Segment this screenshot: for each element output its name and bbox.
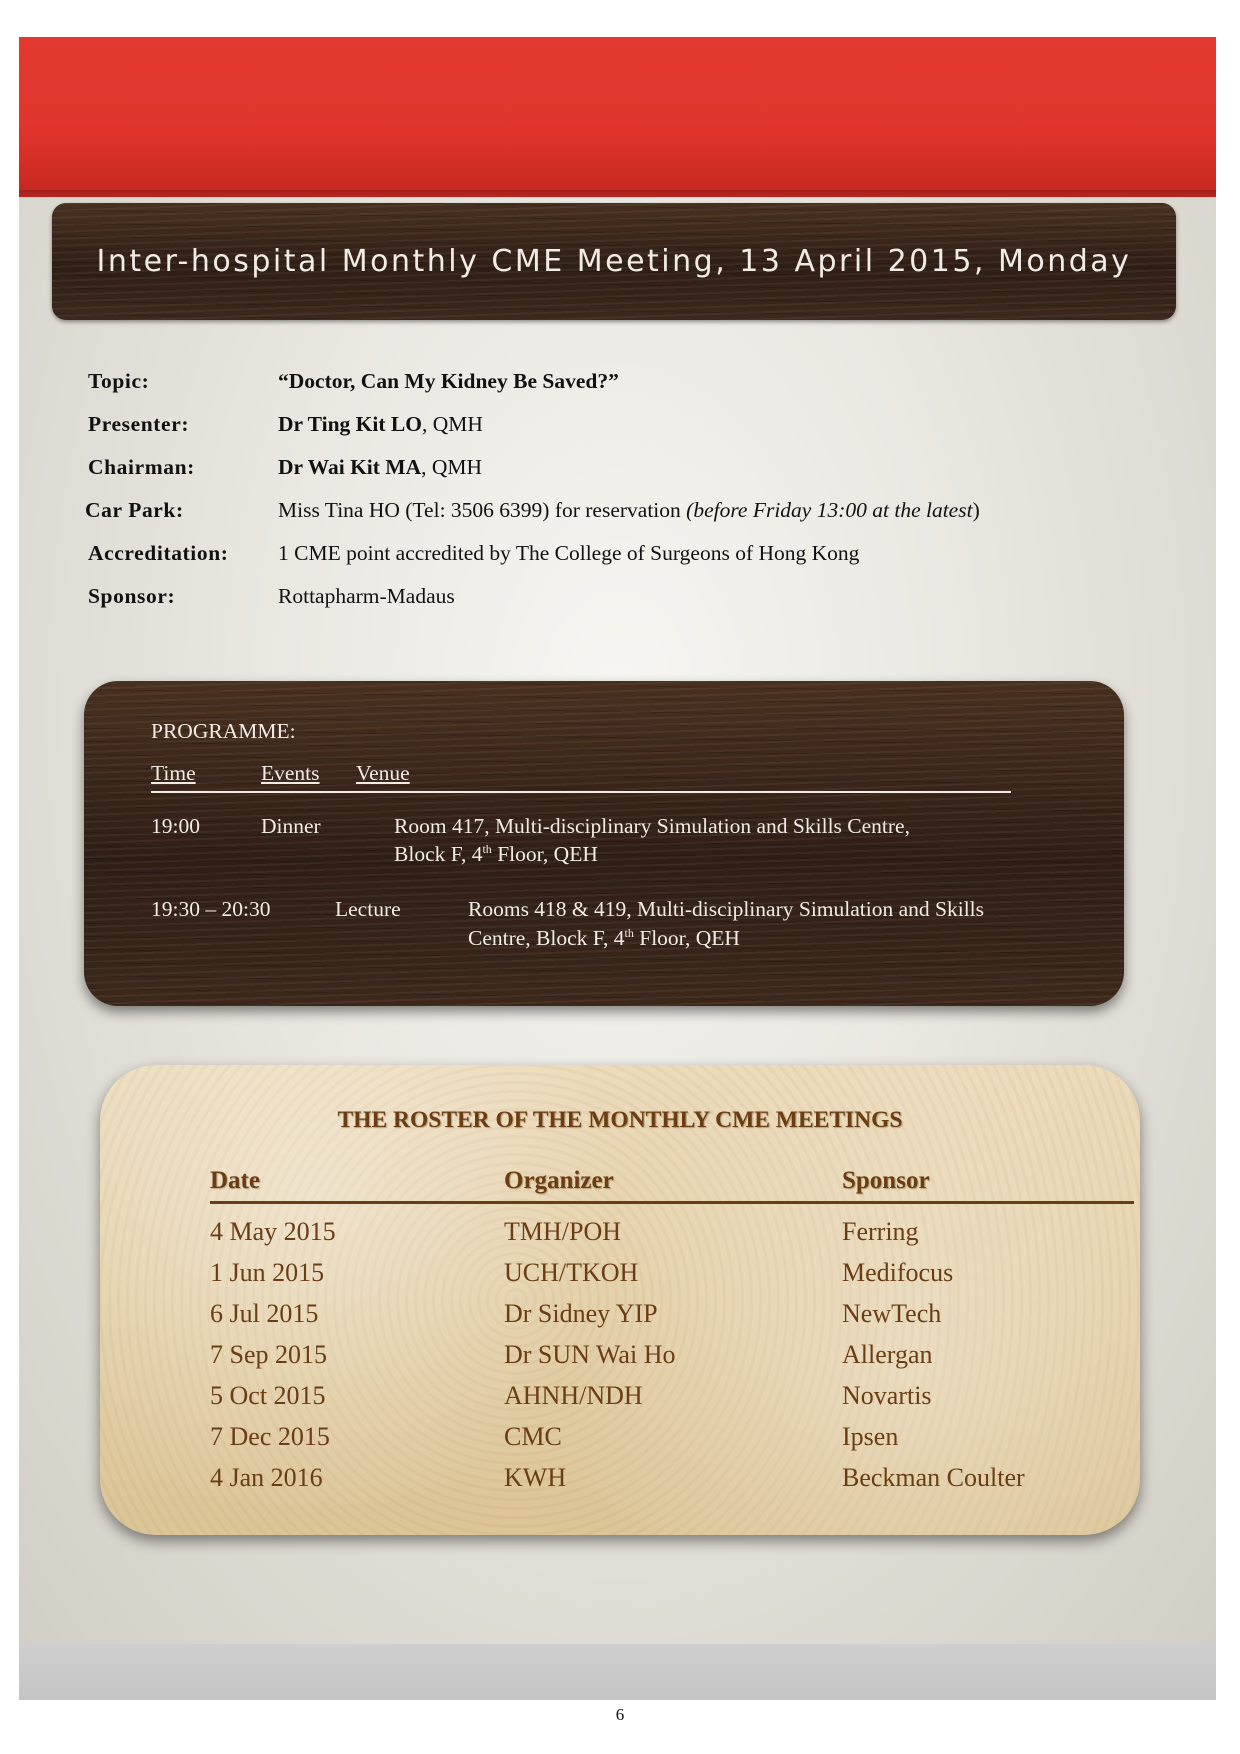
roster-organizer: Dr Sidney YIP (504, 1299, 658, 1328)
roster-title: THE ROSTER OF THE MONTHLY CME MEETINGS (337, 1107, 903, 1133)
table-row (210, 1463, 1110, 1504)
roster-col-sponsor: Sponsor (842, 1167, 930, 1194)
accreditation-label: Accreditation: (88, 541, 229, 565)
sponsor-value: Rottapharm-Madaus (278, 584, 455, 608)
roster-organizer: KWH (504, 1463, 567, 1492)
footer-bar (19, 1644, 1216, 1700)
presenter-label: Presenter: (88, 412, 190, 436)
info-row-topic (88, 360, 1148, 403)
header-red-band (19, 37, 1216, 197)
roster-sponsor: Ipsen (842, 1422, 899, 1451)
info-row-chairman (88, 446, 1148, 489)
programme-item-1-venue-line2 (394, 842, 598, 867)
info-row-sponsor (88, 575, 1148, 618)
programme-col-time: Time (151, 761, 196, 785)
car-park-value (278, 498, 1148, 523)
roster-col-date: Date (210, 1167, 260, 1194)
presenter-value (278, 412, 1148, 437)
table-row (210, 1381, 1110, 1422)
programme-item-2-venue-line1: Rooms 418 & 419, Multi-disciplinary Simulation and Skills (468, 897, 985, 921)
roster-panel (100, 1065, 1140, 1535)
info-row-presenter (88, 403, 1148, 446)
roster-date: 7 Dec 2015 (210, 1422, 330, 1451)
roster-date: 5 Oct 2015 (210, 1381, 326, 1410)
chairman-label: Chairman: (88, 455, 195, 479)
programme-item-1-venue-post: Floor, QEH (491, 842, 598, 866)
roster-sponsor: Beckman Coulter (842, 1463, 1025, 1492)
programme-item-2-venue-pre: Centre, Block F, 4 (468, 926, 625, 950)
roster-table-body (210, 1217, 1110, 1504)
roster-sponsor: Medifocus (842, 1258, 954, 1287)
topic-value: “Doctor, Can My Kidney Be Saved?” (278, 369, 619, 393)
page-number: 6 (615, 1705, 625, 1724)
roster-sponsor: Allergan (842, 1340, 933, 1369)
meeting-title-bar (52, 203, 1176, 320)
roster-date: 7 Sep 2015 (210, 1340, 327, 1369)
table-row (210, 1258, 1110, 1299)
roster-date: 4 May 2015 (210, 1217, 336, 1246)
roster-date: 4 Jan 2016 (210, 1463, 323, 1492)
table-row (210, 1340, 1110, 1381)
car-park-text: Miss Tina HO (Tel: 3506 6399) for reservation (278, 498, 687, 522)
programme-item-1-event: Dinner (261, 814, 321, 838)
info-row-accreditation (88, 532, 1148, 575)
topic-label: Topic: (88, 369, 150, 393)
meeting-info (85, 360, 1148, 618)
roster-date: 1 Jun 2015 (210, 1258, 325, 1287)
roster-sponsor: Novartis (842, 1381, 932, 1410)
table-row (210, 1422, 1110, 1463)
programme-item-2-venue-post: Floor, QEH (633, 926, 740, 950)
roster-organizer: CMC (504, 1422, 562, 1451)
presenter-affiliation: , QMH (421, 412, 483, 436)
car-park-note: (before Friday 13:00 at the latest (686, 498, 973, 522)
programme-header-row (151, 761, 1011, 793)
chairman-name: Dr Wai Kit MA (278, 455, 422, 479)
info-row-car-park (85, 489, 1148, 532)
roster-sponsor: Ferring (842, 1217, 919, 1246)
accreditation-value: 1 CME point accredited by The College of Surgeons of Hong Kong (278, 541, 860, 565)
programme-heading: PROGRAMME: (151, 719, 296, 743)
table-row (210, 1299, 1110, 1340)
programme-item-1-venue-line1: Room 417, Multi-disciplinary Simulation and Skills Centre, (394, 814, 910, 838)
roster-organizer: AHNH/NDH (504, 1381, 643, 1410)
programme-item-1-venue-sup: th (482, 841, 492, 856)
programme-item-2-time: 19:30 – 20:30 (151, 897, 271, 921)
programme-col-events: Events (261, 761, 320, 785)
roster-organizer: UCH/TKOH (504, 1258, 639, 1287)
chairman-value (278, 455, 1148, 480)
header-band-shadow (19, 190, 1216, 200)
roster-col-organizer: Organizer (504, 1167, 614, 1194)
chairman-affiliation: , QMH (421, 455, 483, 479)
presenter-name: Dr Ting Kit LO (278, 412, 422, 436)
roster-organizer: Dr SUN Wai Ho (504, 1340, 676, 1369)
programme-item-2-venue-line2 (468, 926, 740, 951)
programme-item-2-venue-sup: th (624, 925, 634, 940)
roster-date: 6 Jul 2015 (210, 1299, 319, 1328)
programme-item-1-venue-pre: Block F, 4 (394, 842, 483, 866)
car-park-close: ) (972, 498, 980, 522)
programme-panel (84, 681, 1124, 1006)
sponsor-label: Sponsor: (88, 584, 176, 608)
programme-item-1-time: 19:00 (151, 814, 200, 838)
programme-item-2-event: Lecture (335, 897, 401, 921)
table-row (210, 1217, 1110, 1258)
roster-header-row (210, 1167, 1134, 1204)
programme-col-venue: Venue (356, 761, 410, 785)
roster-organizer: TMH/POH (504, 1217, 622, 1246)
car-park-label: Car Park: (85, 498, 184, 522)
meeting-title: Inter-hospital Monthly CME Meeting, 13 April 2015, Monday (96, 244, 1132, 279)
roster-sponsor: NewTech (842, 1299, 942, 1328)
